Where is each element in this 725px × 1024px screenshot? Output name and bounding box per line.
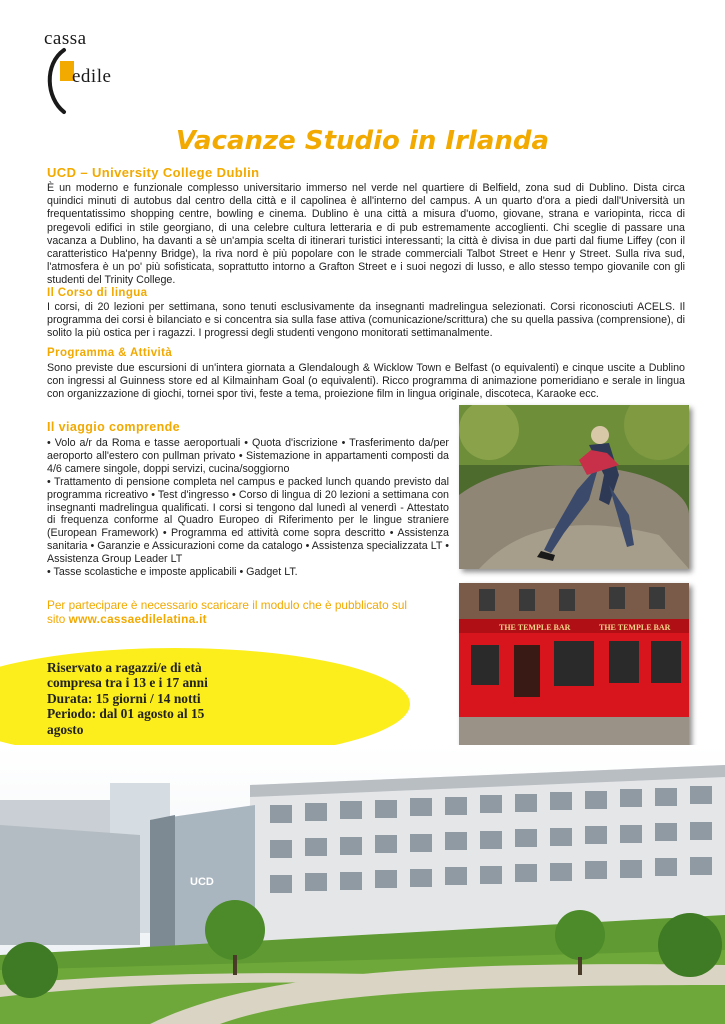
program-description: Sono previste due escursioni di un'intera giornata a Glendalough & Wicklow Town e Belfast (o equivalenti) e cinque uscite a Dublino con ingressi al Guinness store ed al Kilmainham Goal (o equivalenti). Ricco programma di animazione pomeridiano e serale in lingua con organizzazione di giochi, tornei spor tivi, feste a tema, proiezione film in lingua originale, discoteca, Karaoke ecc. [47,362,685,401]
duration-line: Durata: 15 giorni / 14 notti [47,690,201,706]
period-line: Periodo: dal 01 agosto al 15 [47,706,205,722]
trip-includes-list [47,437,449,579]
temple-bar-sign-side: THE TEMPLE BAR [599,623,671,632]
building-sign: UCD [190,876,214,888]
eligibility-box [47,660,307,737]
ucd-campus-photo [0,745,725,1024]
page-title: Vacanze Studio in Irlanda [175,126,550,156]
period-line-end: agosto [47,721,84,737]
temple-bar-photo [459,583,689,747]
list-item: • Trattamento di pensione completa nel campus e packed lunch quando previsto dal programma ricreativo • Test d'ingresso • Corso di lingua di 20 lezioni a settimana con insegnanti madrelingua qualificati. I corsi si tengono dal lunedì al venerdì - Attestato di frequenza conforme al Quadro Europeo di Riferimento per le lingue straniere (European Framework) • Programma ed attività come sopra descritto • Assistenza sanitaria • Garanzie e Assicurazioni come da catalogo • Assistenza specializzata LT • Assistenza Group Leader LT [47,475,449,566]
eligibility-line: compresa tra i 13 e i 17 anni [47,675,208,691]
ucd-description: È un moderno e funzionale complesso universitario immerso nel verde nel quartiere di Belfield, zona sud di Dublino. Dista circa quindici minuti di autobus dal centro della città e il capolinea è all'interno del campus. A un quarto d'ora a piedi dall'Università un frequentatissimo shopping centre, bowling e cinema. Dublino è una città a misura d'uomo, giovane, strana e variopinta, ricca di pregevoli edifici in stile georgiano, di una celebre cultura letteraria e di pub estremamente accoglienti. Chi sceglie di passare una vacanza a Dublino, ha davanti a sè un'ampia scelta di itinerari turistici interessanti; la città è divisa in due parti dal fiume Liffey (con il caratteristico Ha'penny Bridge), la riva nord è più popolare con le strade commerciali Talbot Street e Henr y Street. Sulla riva sud, l'atmosfera è un po' più sofisticata, soprattutto intorno a Grafton Street e i suoi negozi di lusso, e allo stesso tempo giovanile con gli studenti del Trinity College. [47,182,685,287]
logo-text-edile: edile [72,66,112,87]
temple-bar-sign: THE TEMPLE BAR [499,623,571,632]
list-item: • Tasse scolastiche e imposte applicabili • Gadget LT. [47,566,298,579]
signup-notice [47,598,407,626]
course-heading: Il Corso di lingua [47,287,148,299]
signup-notice-text: Per partecipare è necessario scaricare il modulo che è pubblicato sul sito [47,598,407,626]
website-link[interactable]: www.cassaedilelatina.it [68,612,207,626]
eligibility-line: Riservato a ragazzi/e di età [47,660,202,675]
cassa-edile-logo [42,28,132,118]
course-description: I corsi, di 20 lezioni per settimana, sono tenuti esclusivamente da insegnanti madrelingua selezionati. Corsi riconosciuti ACELS. Il programma dei corsi è bilanciato e si concentra sia sulla fase attiva (comunicazione/scrittura) che su quella passiva (comprensione), di solito la più ostica per i ragazzi. I progressi degli studenti vengono monitorati settimanalmente. [47,301,685,340]
logo-text-cassa: cassa [44,28,87,49]
list-item: • Volo a/r da Roma e tasse aeroportuali • Quota d'iscrizione • Trasferimento da/per aeroporto all'estero con pullman privato • Sistemazione in appartamenti composti da 4/6 camere singole, doppi servizi, cucina/soggiorno [47,437,449,475]
ucd-heading: UCD – University College Dublin [47,165,260,180]
trip-includes-heading: Il viaggio comprende [47,420,181,434]
program-heading: Programma & Attività [47,347,173,359]
oscar-wilde-statue-photo [459,405,689,569]
